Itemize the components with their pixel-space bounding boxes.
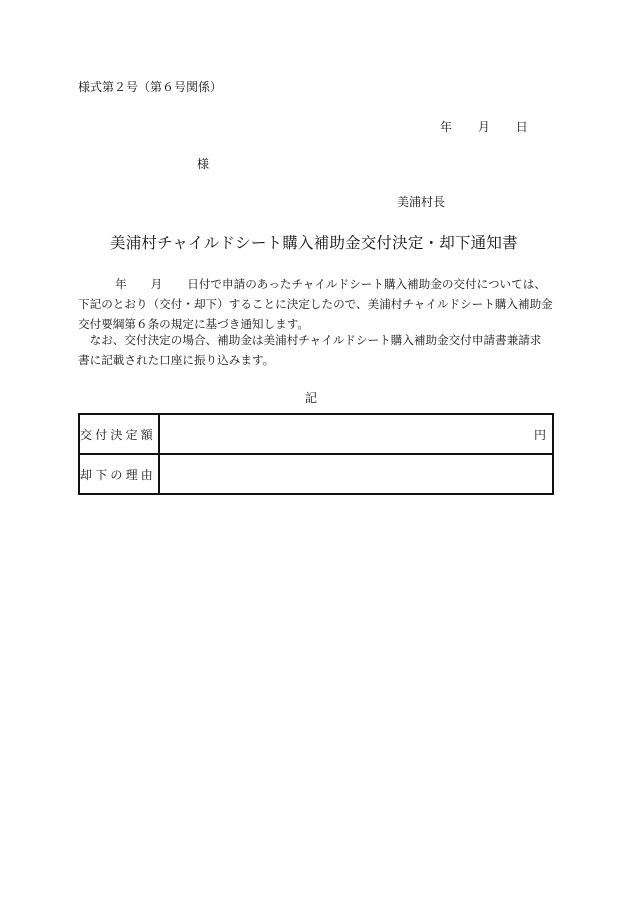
notice-paragraph (78, 274, 554, 334)
transfer-line-2: 書に記載された口座に振り込みます。 (78, 353, 275, 367)
rejection-reason-field[interactable] (159, 454, 553, 494)
notice-line-1 (78, 274, 554, 294)
addressee-honorific: 様 (197, 157, 210, 171)
notice-line-1-text: 日付で申請のあったチャイルドシート購入補助金の交付については、 (187, 277, 546, 291)
decision-table (78, 413, 554, 495)
date-day-label: 日 (515, 120, 528, 134)
form-number: 様式第２号（第６号関係） (78, 80, 223, 94)
document-title: 美浦村チャイルドシート購入補助金交付決定・却下通知書 (110, 234, 518, 252)
date-year-label: 年 (440, 120, 453, 134)
notice-year-label: 年 (115, 277, 127, 291)
table-row (79, 454, 553, 494)
ki-heading: 記 (305, 391, 318, 405)
rejection-reason-label: 却下の理由 (79, 454, 159, 494)
transfer-paragraph (78, 330, 554, 370)
decision-amount-field[interactable]: 円 (159, 414, 553, 454)
notice-line-3: 交付要綱第６条の規定に基づき通知します。 (78, 317, 309, 331)
notice-line-2: 下記のとおり（交付・却下）することに決定したので、美浦村チャイルドシート購入補助金 (78, 297, 553, 311)
transfer-line-1: なお、交付決定の場合、補助金は美浦村チャイルドシート購入補助金交付申請書兼請求 (78, 333, 542, 347)
decision-amount-label: 交付決定額 (79, 414, 159, 454)
issuer-name: 美浦村長 (397, 195, 446, 209)
date-line (440, 118, 528, 135)
date-month-label: 月 (477, 120, 490, 134)
notice-month-label: 月 (150, 277, 163, 291)
table-row (79, 414, 553, 454)
